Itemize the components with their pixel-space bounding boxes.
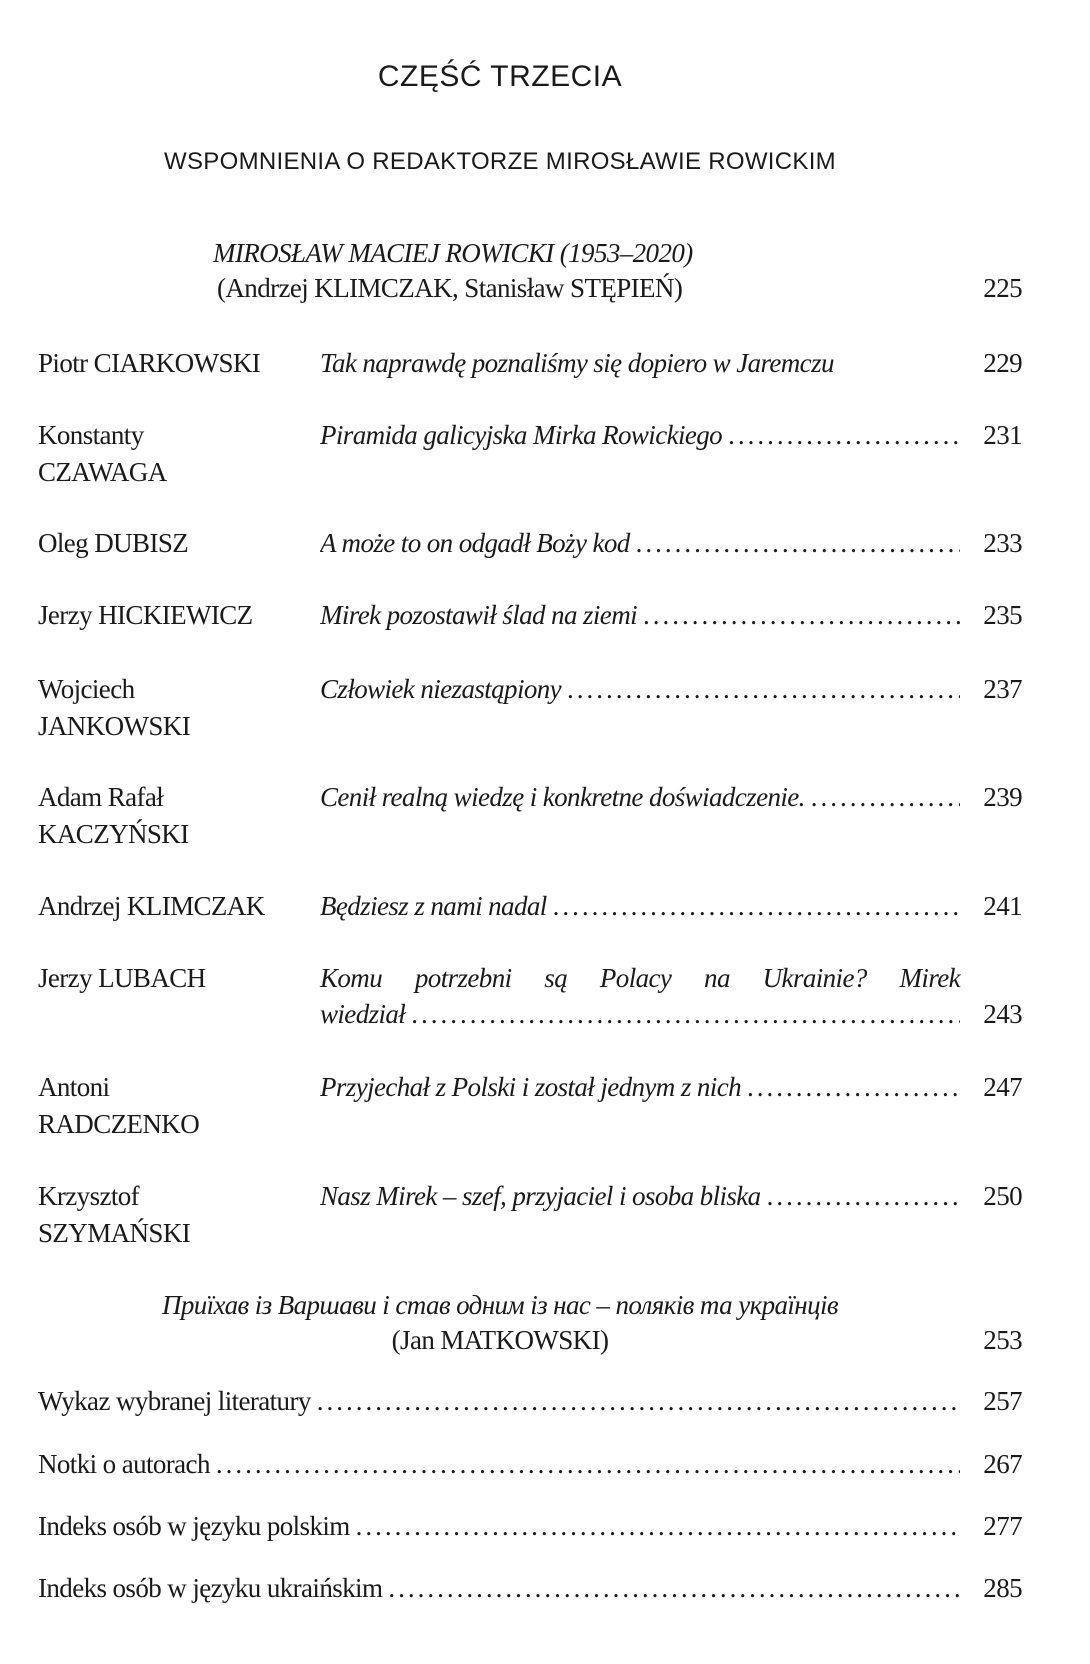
entry-author: Krzysztof xyxy=(38,1181,140,1211)
page-number: 277 xyxy=(983,1511,1022,1541)
entry-leader xyxy=(320,888,960,924)
dot-leader xyxy=(722,417,960,453)
part-title: CZĘŚĆ TRZECIA xyxy=(377,60,623,93)
page-number: 250 xyxy=(983,1181,1022,1211)
dot-leader xyxy=(311,1383,960,1419)
back-matter-item xyxy=(38,1446,960,1482)
ukrainian-author: (Jan MATKOWSKI) xyxy=(391,1325,609,1355)
page-number: 229 xyxy=(983,348,1022,378)
dot-leader xyxy=(630,525,960,561)
entry-author-surname: SZYMAŃSKI xyxy=(38,1218,191,1248)
entry-leader xyxy=(320,417,960,453)
entry-leader xyxy=(320,1069,960,1105)
entry-title[interactable]: Mirek pozostawił ślad na ziemi xyxy=(320,600,637,630)
back-matter-item xyxy=(38,1508,960,1544)
entry-title[interactable]: Cenił realną wiedzę i konkretne doświadczenie. xyxy=(320,782,805,812)
entry-author: Jerzy HICKIEWICZ xyxy=(38,600,253,630)
dot-leader xyxy=(761,1178,960,1214)
entry-title[interactable]: Przyjechał z Polski i został jednym z nich xyxy=(320,1072,741,1102)
page-number: 225 xyxy=(983,273,1022,303)
entry-author: Wojciech xyxy=(38,674,135,704)
dot-leader xyxy=(547,888,960,924)
part-subtitle: WSPOMNIENIA O REDAKTORZE MIROSŁAWIE ROWICKIM xyxy=(164,148,836,175)
page-number: 257 xyxy=(983,1386,1022,1416)
dot-leader xyxy=(210,1446,960,1482)
entry-author: Piotr CIARKOWSKI xyxy=(38,348,261,378)
entry-leader xyxy=(320,345,960,381)
entry-author-surname: JANKOWSKI xyxy=(38,711,191,741)
entry-title[interactable]: Nasz Mirek – szef, przyjaciel i osoba bliska xyxy=(320,1181,761,1211)
entry-title[interactable]: A może to on odgadł Boży kod xyxy=(320,528,630,558)
page-number: 247 xyxy=(983,1072,1022,1102)
back-matter-item xyxy=(38,1570,960,1606)
entry-author: Andrzej KLIMCZAK xyxy=(38,891,265,921)
entry-title[interactable]: Będziesz z nami nadal xyxy=(320,891,547,921)
page-number: 243 xyxy=(983,999,1022,1029)
entry-leader xyxy=(320,525,960,561)
page-number: 267 xyxy=(983,1449,1022,1479)
entry-author: Jerzy LUBACH xyxy=(38,963,206,993)
entry-leader xyxy=(320,1178,960,1214)
dot-leader xyxy=(805,779,960,815)
page-number: 233 xyxy=(983,528,1022,558)
dot-leader xyxy=(382,1570,960,1606)
page-number: 231 xyxy=(983,420,1022,450)
entry-title[interactable]: Komu potrzebni są Polacy na Ukrainie? Mirek xyxy=(320,963,960,993)
back-matter-item xyxy=(38,1383,960,1419)
entry-author-surname: RADCZENKO xyxy=(38,1109,200,1139)
entry-author: Konstanty xyxy=(38,420,144,450)
back-matter-title[interactable]: Notki o autorach xyxy=(38,1449,210,1479)
ukrainian-title: Приїхав із Варшави і став одним із нас – поляків та українців xyxy=(161,1290,839,1320)
entry-title[interactable]: Człowiek niezastąpiony xyxy=(320,674,562,704)
dot-leader xyxy=(350,1508,960,1544)
dot-leader xyxy=(637,597,960,633)
dot-leader xyxy=(405,996,960,1032)
back-matter-title[interactable]: Indeks osób w języku polskim xyxy=(38,1511,350,1541)
entry-title[interactable]: Piramida galicyjska Mirka Rowickiego xyxy=(320,420,723,450)
page-number: 253 xyxy=(983,1325,1022,1355)
entry-leader xyxy=(320,779,960,815)
back-matter-title[interactable]: Indeks osób w języku ukraińskim xyxy=(38,1573,383,1603)
intro-authors: (Andrzej KLIMCZAK, Stanisław STĘPIEŃ) xyxy=(217,273,683,303)
dot-leader xyxy=(741,1069,960,1105)
entry-author: Adam Rafał xyxy=(38,782,164,812)
entry-author-surname: KACZYŃSKI xyxy=(38,819,189,849)
page-number: 235 xyxy=(983,600,1022,630)
entry-leader xyxy=(320,671,960,707)
entry-author: Antoni xyxy=(38,1072,110,1102)
entry-leader xyxy=(320,597,960,633)
entry-title-continued[interactable]: wiedział xyxy=(320,999,406,1029)
page-number: 239 xyxy=(983,782,1022,812)
entry-author-surname: CZAWAGA xyxy=(38,457,167,487)
page-number: 237 xyxy=(983,674,1022,704)
page-number: 241 xyxy=(983,891,1022,921)
back-matter-title[interactable]: Wykaz wybranej literatury xyxy=(38,1386,311,1416)
dot-leader xyxy=(561,671,960,707)
entry-author: Oleg DUBISZ xyxy=(38,528,189,558)
page-number: 285 xyxy=(983,1573,1022,1603)
entry-leader xyxy=(320,996,960,1032)
intro-title: MIROSŁAW MACIEJ ROWICKI (1953–2020) xyxy=(213,238,693,268)
entry-title[interactable]: Tak naprawdę poznaliśmy się dopiero w Jaremczu xyxy=(320,348,834,378)
